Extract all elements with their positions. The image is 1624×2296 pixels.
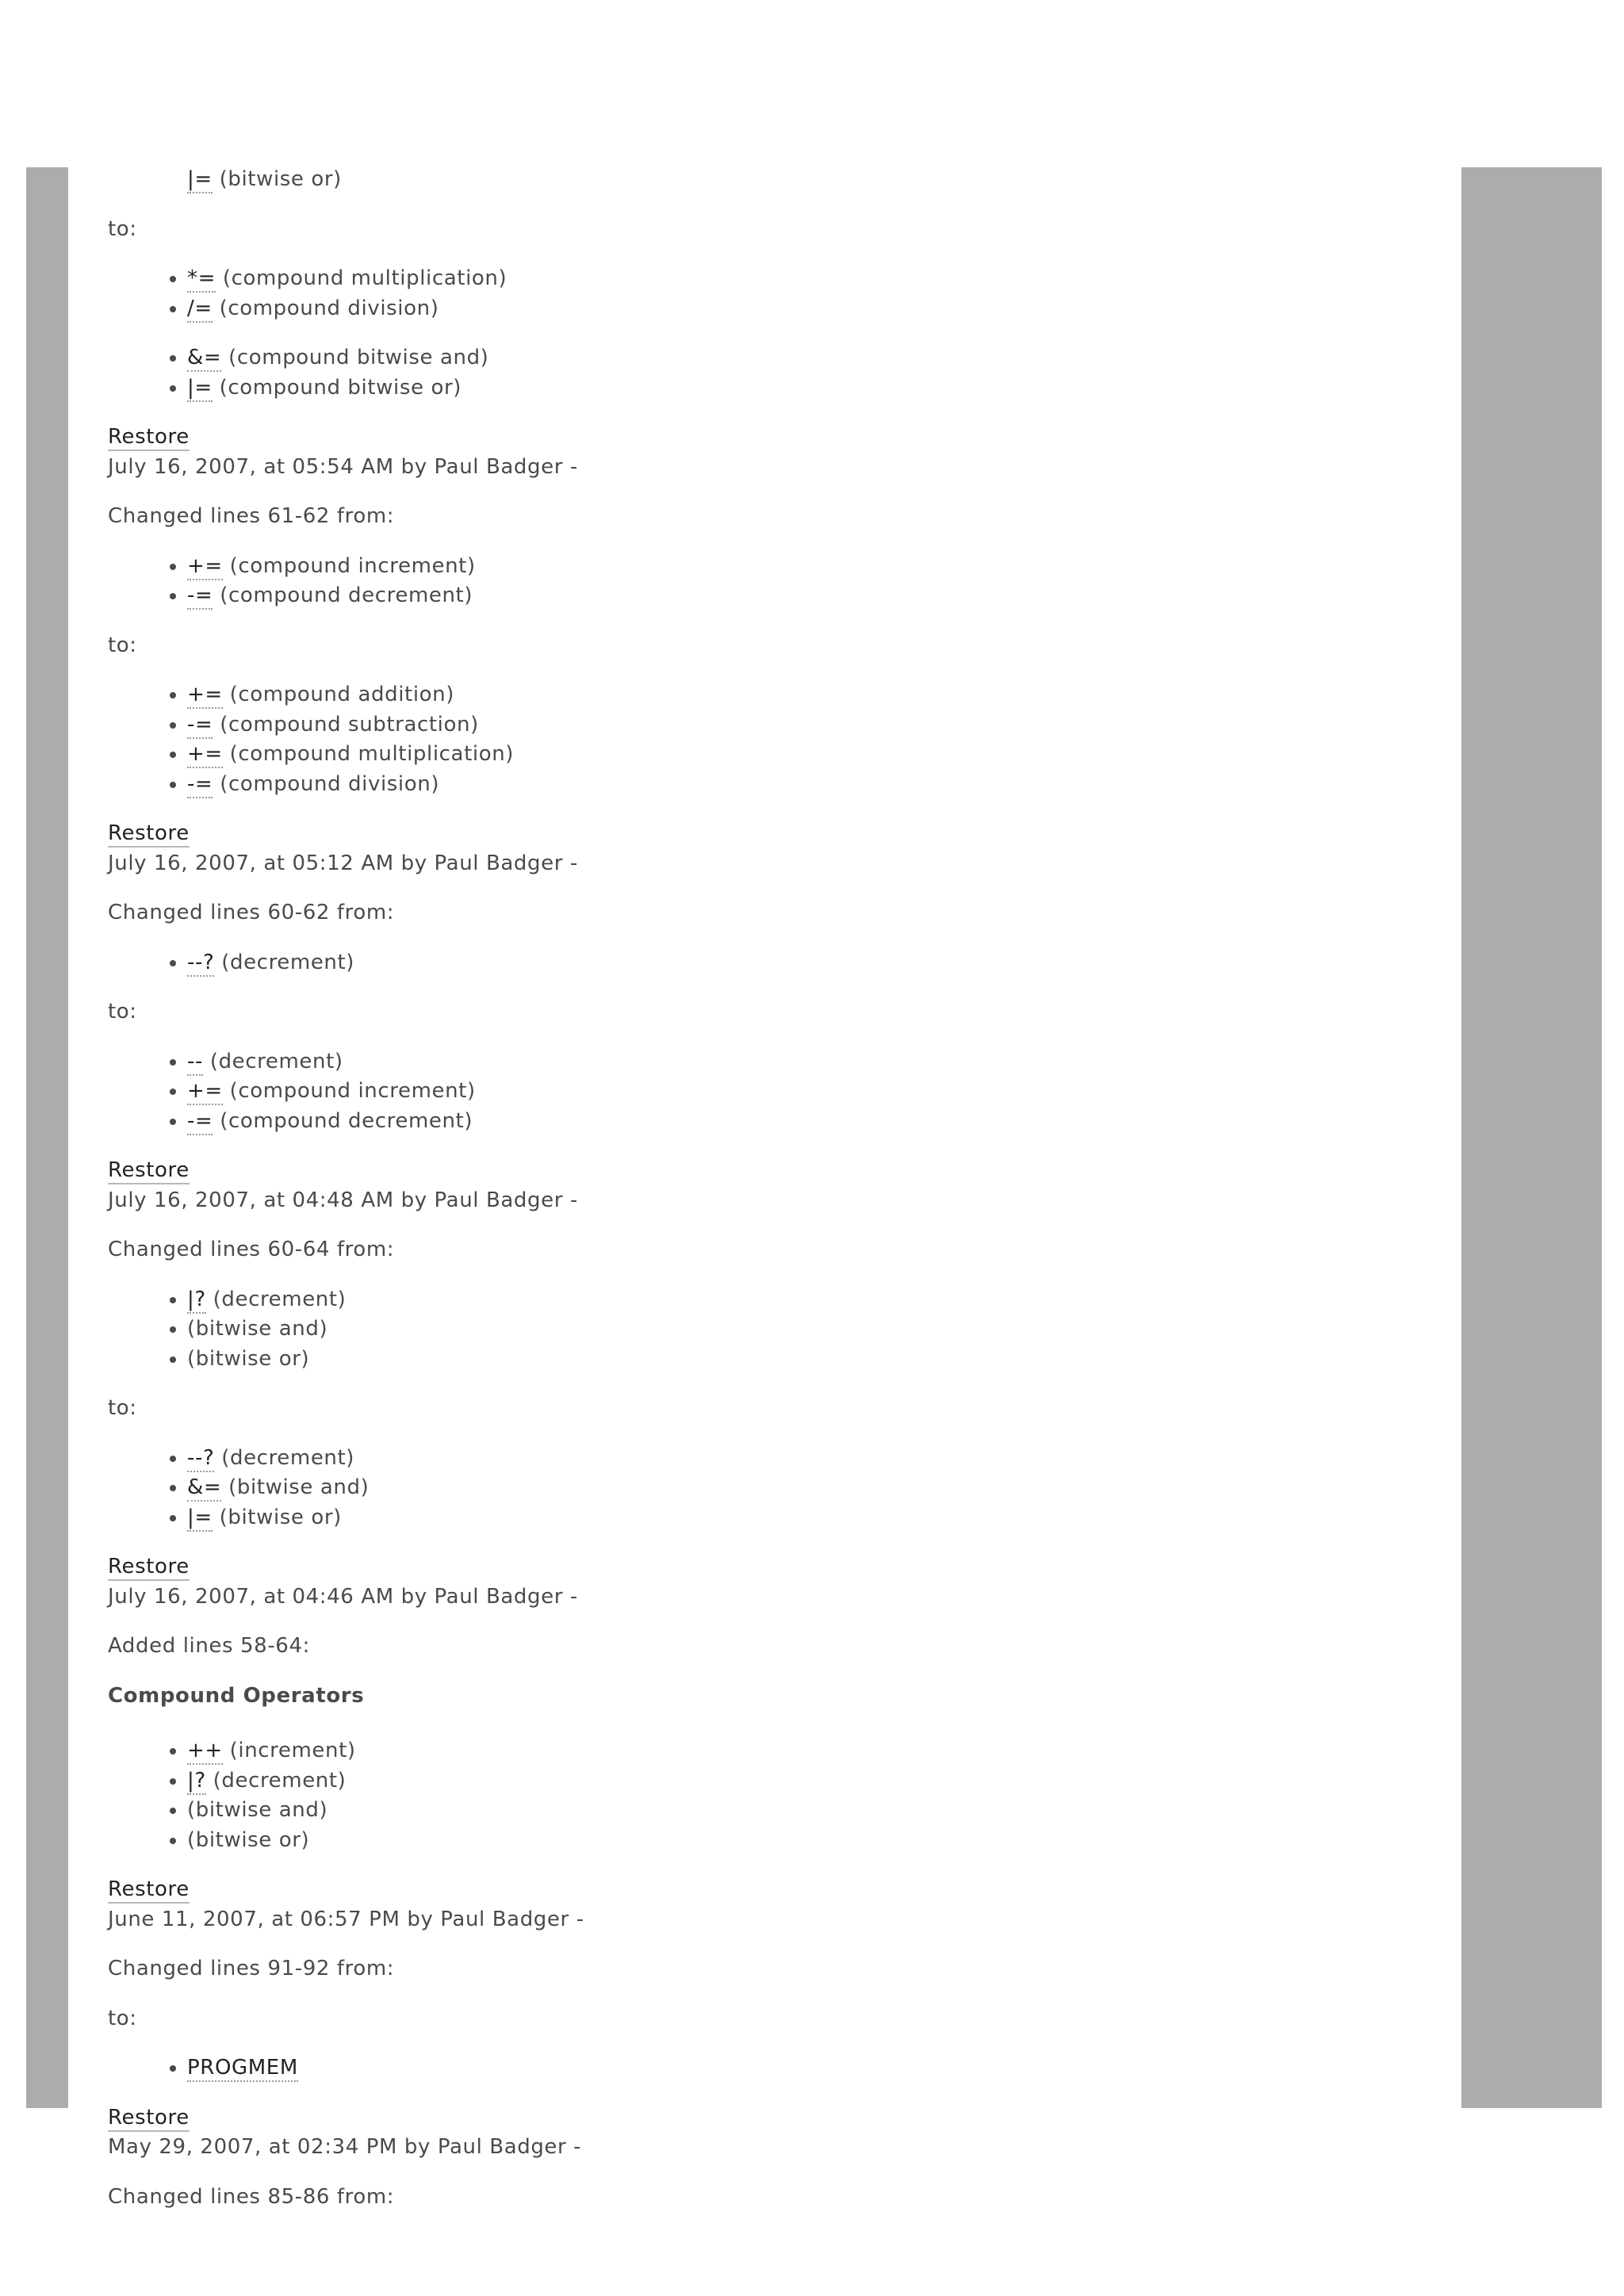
history-entry bbox=[108, 423, 1440, 799]
operator-link[interactable]: |= bbox=[187, 376, 213, 402]
operator-desc: (compound bitwise and) bbox=[221, 346, 489, 369]
diff-to-list bbox=[108, 2053, 1440, 2084]
operator-link[interactable]: -= bbox=[187, 772, 213, 798]
to-label: to: bbox=[108, 633, 137, 657]
list-item bbox=[187, 1826, 1440, 1856]
operator-link[interactable]: --? bbox=[187, 951, 214, 977]
operator-link[interactable]: ++ bbox=[187, 1739, 223, 1765]
item-text: (bitwise or) bbox=[187, 1827, 310, 1852]
entry-meta: July 16, 2007, at 05:12 AM by Paul Badger - bbox=[108, 851, 578, 875]
diff-to-list bbox=[108, 1047, 1440, 1137]
operator-desc: (compound decrement) bbox=[213, 1108, 473, 1133]
list-item bbox=[187, 343, 1440, 373]
entry-change: Changed lines 60-64 from: bbox=[108, 1238, 395, 1261]
operator-link[interactable]: -- bbox=[187, 1050, 203, 1076]
list-item bbox=[187, 294, 1440, 324]
list-item bbox=[187, 165, 1440, 195]
operator-desc: (bitwise and) bbox=[221, 1475, 370, 1499]
operator-link[interactable]: *= bbox=[187, 266, 216, 293]
list-item bbox=[187, 1285, 1440, 1315]
history-entry bbox=[108, 1875, 1440, 2084]
operator-desc: (compound division) bbox=[213, 771, 440, 796]
list-item bbox=[187, 1503, 1440, 1533]
restore-link[interactable]: Restore bbox=[108, 1877, 190, 1904]
operator-desc: (compound division) bbox=[212, 296, 439, 320]
entry-meta: June 11, 2007, at 06:57 PM by Paul Badger - bbox=[108, 1907, 584, 1931]
operator-desc: (compound bitwise or) bbox=[212, 375, 462, 400]
restore-link[interactable]: Restore bbox=[108, 2106, 190, 2132]
operator-link[interactable]: += bbox=[187, 742, 223, 768]
list-item bbox=[187, 1766, 1440, 1797]
history-entry bbox=[108, 1552, 1440, 1855]
operator-link[interactable]: &= bbox=[187, 1475, 221, 1502]
item-text: (bitwise and) bbox=[187, 1798, 328, 1822]
operator-desc: (increment) bbox=[222, 1739, 356, 1762]
operator-desc: (decrement) bbox=[205, 1768, 347, 1793]
list-item bbox=[187, 1107, 1440, 1137]
entry-change: Changed lines 85-86 from: bbox=[108, 2184, 395, 2209]
diff-to-list bbox=[108, 264, 1440, 323]
list-item bbox=[187, 1047, 1440, 1077]
diff-from-list bbox=[108, 552, 1440, 611]
operator-desc: (compound multiplication) bbox=[222, 742, 515, 766]
restore-link[interactable]: Restore bbox=[108, 1158, 190, 1184]
page-history-content bbox=[108, 165, 1440, 2232]
operator-link[interactable]: &= bbox=[187, 346, 221, 372]
operator-desc: (decrement) bbox=[214, 1445, 355, 1470]
entry-meta: July 16, 2007, at 05:54 AM by Paul Badger - bbox=[108, 454, 578, 479]
list-item bbox=[187, 710, 1440, 740]
operator-desc: (compound increment) bbox=[222, 553, 476, 578]
history-entry bbox=[108, 819, 1440, 1136]
list-item bbox=[187, 1077, 1440, 1107]
operator-link[interactable]: -= bbox=[187, 713, 213, 739]
list-item bbox=[187, 948, 1440, 978]
item-text: (bitwise and) bbox=[187, 1317, 328, 1341]
operator-link[interactable]: -= bbox=[187, 584, 213, 610]
to-label: to: bbox=[108, 1000, 137, 1024]
list-item bbox=[187, 680, 1440, 710]
list-item bbox=[187, 1796, 1440, 1826]
list-item bbox=[187, 1473, 1440, 1503]
diff-to-list bbox=[108, 343, 1440, 403]
list-item bbox=[187, 1736, 1440, 1766]
section-heading: Compound Operators bbox=[108, 1683, 365, 1708]
operator-desc: (bitwise or) bbox=[212, 167, 342, 191]
entry-change: Changed lines 60-62 from: bbox=[108, 901, 395, 924]
operator-desc: (compound addition) bbox=[222, 683, 454, 706]
operator-link[interactable]: |? bbox=[187, 1288, 206, 1314]
operator-link[interactable]: += bbox=[187, 1079, 223, 1105]
operator-link[interactable]: |? bbox=[187, 1769, 206, 1795]
operator-link[interactable]: += bbox=[187, 554, 223, 580]
operator-desc: (decrement) bbox=[214, 950, 355, 974]
operator-link[interactable]: --? bbox=[187, 1446, 214, 1472]
list-item bbox=[187, 581, 1440, 611]
diff-to-list bbox=[108, 680, 1440, 799]
operator-desc: (compound subtraction) bbox=[213, 712, 479, 737]
diff-added-list bbox=[108, 1736, 1440, 1855]
entry-meta: July 16, 2007, at 04:48 AM by Paul Badger - bbox=[108, 1188, 578, 1212]
item-text: (bitwise or) bbox=[187, 1346, 310, 1371]
to-label: to: bbox=[108, 1396, 137, 1420]
list-item bbox=[187, 264, 1440, 294]
list-item bbox=[187, 373, 1440, 404]
left-sidebar bbox=[26, 167, 68, 2108]
list-item bbox=[187, 740, 1440, 770]
operator-desc: (bitwise or) bbox=[212, 1505, 342, 1529]
entry-change: Changed lines 61-62 from: bbox=[108, 504, 395, 528]
restore-link[interactable]: Restore bbox=[108, 425, 190, 451]
continued-list bbox=[108, 165, 1440, 195]
restore-link[interactable]: Restore bbox=[108, 821, 190, 848]
operator-link[interactable]: += bbox=[187, 683, 223, 709]
list-item bbox=[187, 1314, 1440, 1345]
to-label: to: bbox=[108, 2006, 137, 2030]
list-item bbox=[187, 1444, 1440, 1474]
restore-link[interactable]: Restore bbox=[108, 1555, 190, 1581]
operator-desc: (decrement) bbox=[205, 1287, 347, 1311]
list-item bbox=[187, 1345, 1440, 1375]
list-item bbox=[187, 2053, 1440, 2084]
operator-desc: (compound increment) bbox=[222, 1079, 476, 1103]
diff-to-list bbox=[108, 1444, 1440, 1533]
right-sidebar bbox=[1461, 167, 1602, 2108]
history-entry bbox=[108, 1156, 1440, 1533]
list-item bbox=[187, 552, 1440, 582]
history-entry bbox=[108, 2103, 1440, 2213]
list-item bbox=[187, 770, 1440, 800]
operator-desc: (compound decrement) bbox=[213, 584, 473, 607]
operator-link[interactable]: |= bbox=[187, 1506, 213, 1532]
operator-link[interactable]: -= bbox=[187, 1109, 213, 1135]
diff-from-list bbox=[108, 948, 1440, 978]
entry-change: Changed lines 91-92 from: bbox=[108, 1957, 395, 1980]
to-label: to: bbox=[108, 216, 137, 241]
entry-change: Added lines 58-64: bbox=[108, 1634, 310, 1658]
operator-desc: (decrement) bbox=[202, 1049, 343, 1073]
operator-link[interactable]: |= bbox=[187, 167, 213, 193]
operator-desc: (compound multiplication) bbox=[216, 266, 508, 290]
entry-meta: July 16, 2007, at 04:46 AM by Paul Badger - bbox=[108, 1584, 578, 1609]
operator-link[interactable]: /= bbox=[187, 297, 213, 323]
entry-meta: May 29, 2007, at 02:34 PM by Paul Badger - bbox=[108, 2135, 582, 2159]
diff-from-list bbox=[108, 1285, 1440, 1375]
progmem-link[interactable]: PROGMEM bbox=[187, 2056, 298, 2082]
